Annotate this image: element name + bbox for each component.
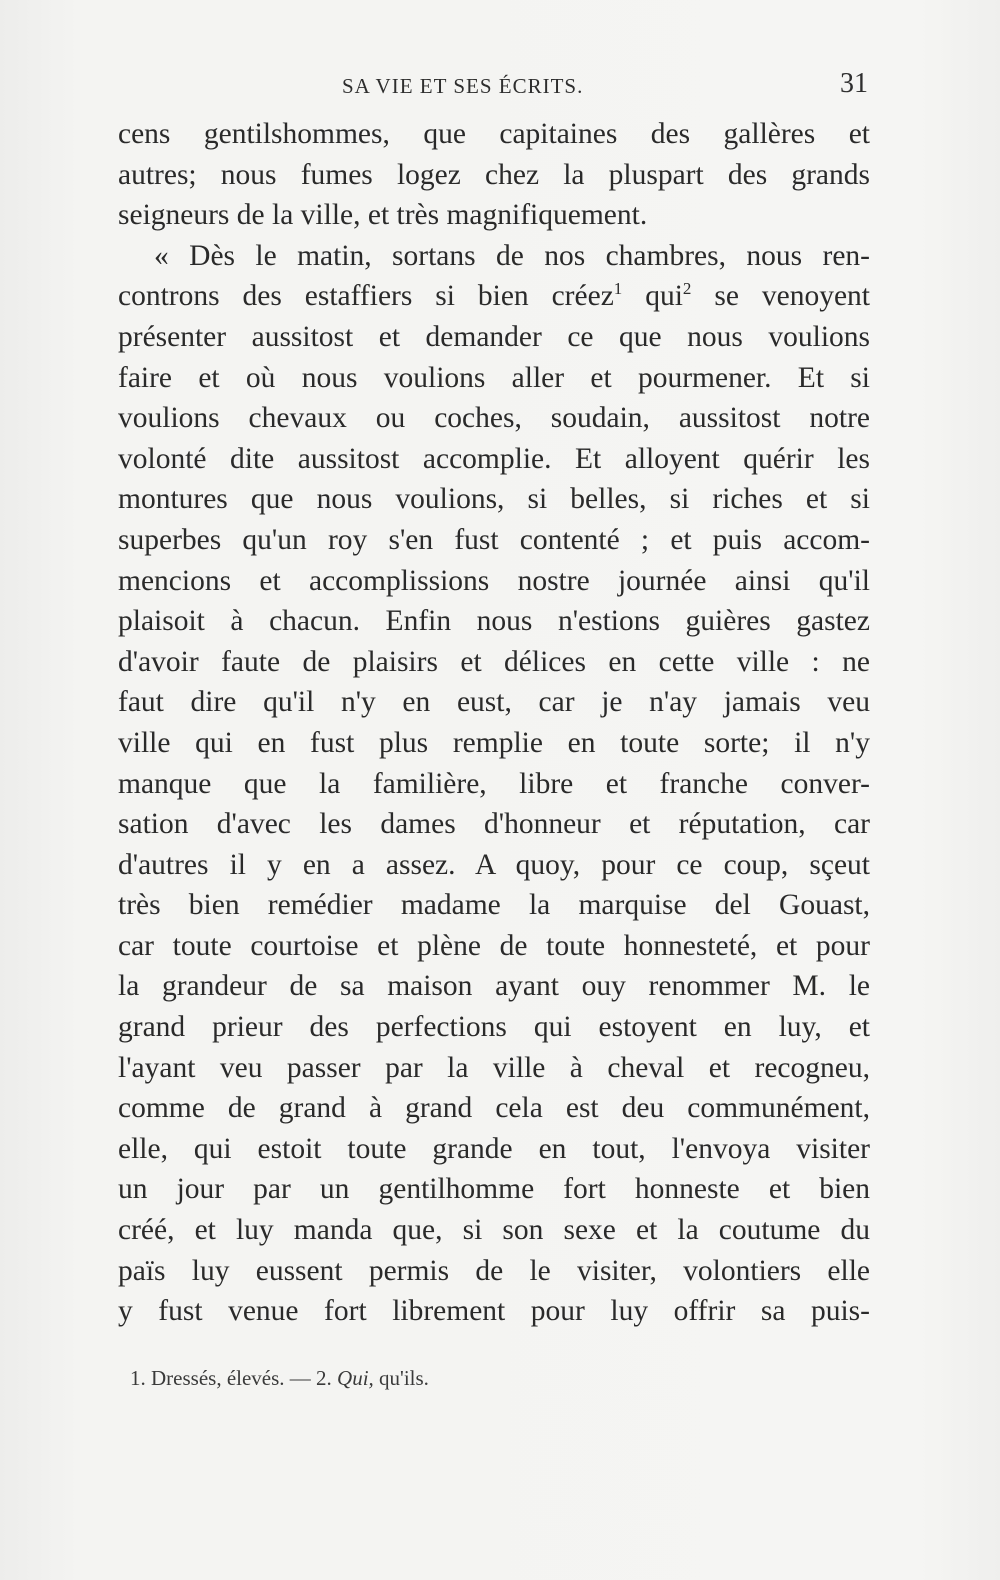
text-line: car toute courtoise et plène de toute honnesteté, et pour: [118, 929, 870, 962]
footnote-number: 1.: [130, 1366, 146, 1390]
text-line: la grandeur de sa maison ayant ouy renommer M. le: [118, 970, 870, 1003]
text-line: elle, qui estoit toute grande en tout, l'envoya visiter: [118, 1132, 870, 1165]
running-title: SA VIE ET SES ÉCRITS.: [342, 74, 584, 98]
running-head: [120, 68, 872, 108]
text-line: créé, et luy manda que, si son sexe et la coutume du: [118, 1214, 870, 1247]
text-line: plaisoit à chacun. Enfin nous n'estions guières gastez: [118, 605, 870, 638]
body-text: [118, 114, 870, 1332]
footnote-number: 2.: [316, 1366, 332, 1390]
footnote-ref: 1: [613, 279, 623, 299]
text-line: montures que nous voulions, si belles, si riches et si: [118, 483, 870, 516]
footnote-text: qu'ils.: [379, 1366, 429, 1390]
footnotes: [130, 1366, 429, 1391]
footnote-separator: —: [289, 1366, 311, 1390]
text-segment: controns des estaffiers si bien créez: [118, 280, 614, 313]
text-line: faire et où nous voulions aller et pourmener. Et si: [118, 361, 870, 394]
text-line: « Dès le matin, sortans de nos chambres, nous ren-: [154, 239, 870, 272]
text-line: comme de grand à grand cela est deu communément,: [118, 1092, 870, 1125]
footnote-text: Dressés, élevés.: [151, 1366, 285, 1390]
text-line: présenter aussitost et demander ce que nous voulions: [118, 320, 870, 353]
text-line: superbes qu'un roy s'en fust contenté ; et puis accom-: [118, 523, 870, 556]
footnote-ref: 2: [682, 279, 692, 299]
text-line: cens gentilshommes, que capitaines des gallères et: [118, 118, 870, 150]
text-line: y fust venue fort librement pour luy offrir sa puis-: [118, 1295, 870, 1328]
text-line-with-notes: [118, 276, 870, 317]
footnote-term: Qui,: [337, 1366, 374, 1390]
text-line: très bien remédier madame la marquise del Gouast,: [118, 889, 870, 922]
page-number: 31: [840, 68, 868, 99]
text-segment: se venoyent: [691, 280, 870, 313]
text-line: ville qui en fust plus remplie en toute sorte; il n'y: [118, 726, 870, 759]
text-segment: qui: [622, 280, 683, 313]
text-line: d'avoir faute de plaisirs et délices en cette ville : ne: [118, 645, 870, 678]
text-line: mencions et accomplissions nostre journée ainsi qu'il: [118, 564, 870, 597]
text-line: autres; nous fumes logez chez la pluspart des grands: [118, 158, 870, 191]
text-line: l'ayant veu passer par la ville à cheval et recogneu,: [118, 1051, 870, 1084]
text-line: sation d'avec les dames d'honneur et réputation, car: [118, 808, 870, 841]
text-line: manque que la familière, libre et franche conver-: [118, 767, 870, 800]
text-line: un jour par un gentilhomme fort honneste et bien: [118, 1173, 870, 1206]
text-line: voulions chevaux ou coches, soudain, aussitost notre: [118, 402, 870, 435]
text-line: seigneurs de la ville, et très magnifiquement.: [118, 199, 648, 232]
text-line: d'autres il y en a assez. A quoy, pour ce coup, sçeut: [118, 848, 870, 881]
text-line: faut dire qu'il n'y en eust, car je n'ay jamais veu: [118, 686, 870, 719]
text-line: païs luy eussent permis de le visiter, volontiers elle: [118, 1254, 870, 1287]
text-line: grand prieur des perfections qui estoyent en luy, et: [118, 1011, 870, 1044]
text-line: volonté dite aussitost accomplie. Et alloyent quérir les: [118, 442, 870, 475]
